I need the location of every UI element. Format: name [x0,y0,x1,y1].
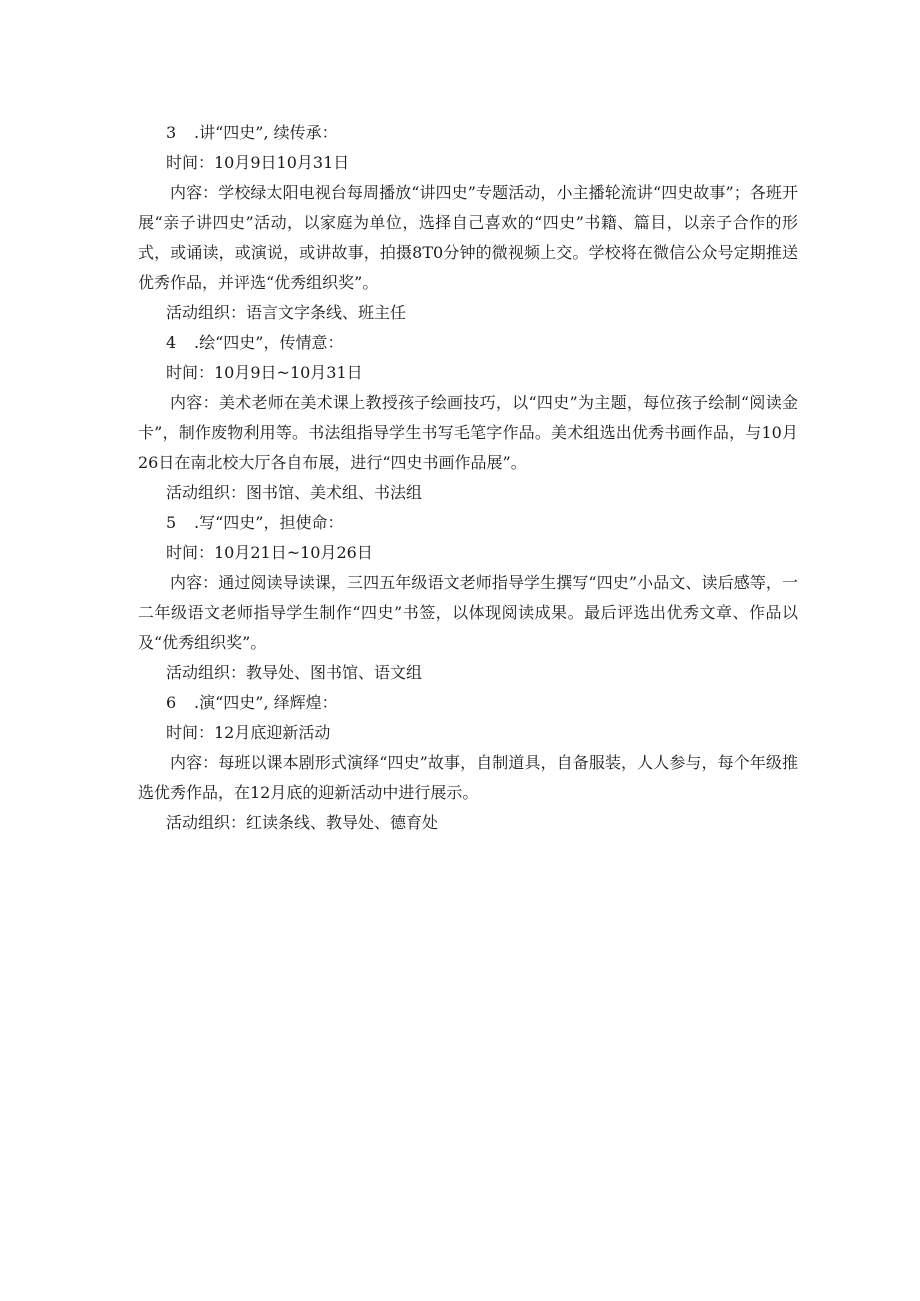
section-organizer: 活动组织：图书馆、美术组、书法组 [166,483,423,502]
section-title: .写“四史”，担使命： [194,513,344,532]
document-body [138,118,798,838]
section-title: .绘“四史”，传情意： [194,333,344,352]
section-3 [138,118,798,328]
section-content: 内容：通过阅读导读课，三四五年级语文老师指导学生撰写“四史”小品文、读后感等，一二年级语文老师指导学生制作“四史”书签，以体现阅读成果。最后评选出优秀文章、作品以及“优秀组织奖”。 [138,573,798,652]
section-content: 内容：学校绿太阳电视台每周播放“讲四史”专题活动，小主播轮流讲“四史故事”；各班开展“亲子讲四史”活动，以家庭为单位，选择自己喜欢的“四史”书籍、篇目，以亲子合作的形式，或诵读，或演说，或讲故事，拍摄8T0分钟的微视频上交。学校将在微信公众号定期推送优秀作品，并评选“优秀组织奖”。 [138,183,798,292]
section-number: 6 [166,693,177,712]
section-organizer: 活动组织：语言文字条线、班主任 [166,303,407,322]
section-4 [138,328,798,508]
section-5 [138,508,798,688]
section-6 [138,688,798,838]
section-heading [138,118,798,148]
section-content: 内容：美术老师在美术课上教授孩子绘画技巧，以“四史”为主题，每位孩子绘制“阅读金卡”，制作废物利用等。书法组指导学生书写毛笔字作品。美术组选出优秀书画作品，与10月26日在南北校大厅各自布展，进行“四史书画作品展”。 [138,393,798,472]
section-number: 3 [166,123,177,142]
section-organizer: 活动组织：教导处、图书馆、语文组 [166,663,423,682]
section-organizer: 活动组织：红读条线、教导处、德育处 [166,813,439,832]
section-time: 时间：12月底迎新活动 [166,723,331,742]
section-content: 内容：每班以课本剧形式演绎“四史”故事，自制道具，自备服装，人人参与，每个年级推选优秀作品，在12月底的迎新活动中进行展示。 [138,753,798,802]
section-heading [138,508,798,538]
section-number: 4 [166,333,177,352]
section-title: .演“四史”, 绎辉煌： [194,693,338,712]
section-title: .讲“四史”, 续传承： [194,123,338,142]
section-time: 时间：10月9日~10月31日 [166,363,363,382]
section-time: 时间：10月21日~10月26日 [166,543,373,562]
section-heading [138,328,798,358]
section-number: 5 [166,513,177,532]
section-heading [138,688,798,718]
section-time: 时间：10月9日10月31日 [166,153,350,172]
